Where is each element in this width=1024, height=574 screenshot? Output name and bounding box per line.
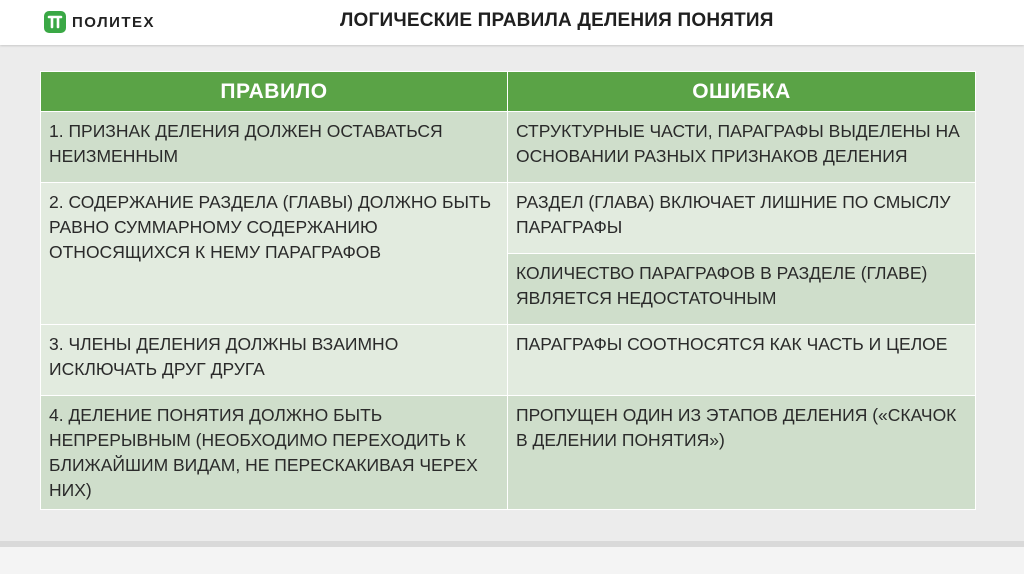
error-cell: СТРУКТУРНЫЕ ЧАСТИ, ПАРАГРАФЫ ВЫДЕЛЕНЫ НА ОСНОВАНИИ РАЗНЫХ ПРИЗНАКОВ ДЕЛЕНИЯ	[508, 112, 976, 183]
table-row	[41, 325, 976, 396]
rule-cell: 2. СОДЕРЖАНИЕ РАЗДЕЛА (ГЛАВЫ) ДОЛЖНО БЫТЬ РАВНО СУММАРНОМУ СОДЕРЖАНИЮ ОТНОСЯЩИХСЯ К НЕМУ ПАРАГРАФОВ	[41, 183, 508, 325]
error-cell: ПАРАГРАФЫ СООТНОСЯТСЯ КАК ЧАСТЬ И ЦЕЛОЕ	[508, 325, 976, 396]
logo	[44, 11, 155, 33]
error-cell: РАЗДЕЛ (ГЛАВА) ВКЛЮЧАЕТ ЛИШНИЕ ПО СМЫСЛУ ПАРАГРАФЫ	[508, 183, 976, 254]
rules-table	[40, 71, 976, 510]
table-row	[41, 183, 976, 254]
column-header-rule: ПРАВИЛО	[41, 72, 508, 112]
rules-table-container	[40, 71, 975, 510]
error-cell: ПРОПУЩЕН ОДИН ИЗ ЭТАПОВ ДЕЛЕНИЯ («СКАЧОК В ДЕЛЕНИИ ПОНЯТИЯ»)	[508, 396, 976, 510]
logo-text: ПОЛИТЕХ	[72, 13, 156, 31]
table-row	[41, 396, 976, 510]
error-cell: КОЛИЧЕСТВО ПАРАГРАФОВ В РАЗДЕЛЕ (ГЛАВЕ) ЯВЛЯЕТСЯ НЕДОСТАТОЧНЫМ	[508, 254, 976, 325]
rule-cell: 3. ЧЛЕНЫ ДЕЛЕНИЯ ДОЛЖНЫ ВЗАИМНО ИСКЛЮЧАТЬ ДРУГ ДРУГА	[41, 325, 508, 396]
table-header-row	[41, 72, 976, 112]
footer	[0, 547, 1024, 574]
politech-logo-icon	[44, 11, 66, 33]
rule-cell: 1. ПРИЗНАК ДЕЛЕНИЯ ДОЛЖЕН ОСТАВАТЬСЯ НЕИЗМЕННЫМ	[41, 112, 508, 183]
table-row	[41, 112, 976, 183]
slide-header	[0, 0, 1024, 45]
rule-cell: 4. ДЕЛЕНИЕ ПОНЯТИЯ ДОЛЖНО БЫТЬ НЕПРЕРЫВНЫМ (НЕОБХОДИМО ПЕРЕХОДИТЬ К БЛИЖАЙШИМ ВИДАМ, НЕ ПЕРЕСКАКИВАЯ ЧЕРЕХ НИХ)	[41, 396, 508, 510]
page-title: ЛОГИЧЕСКИЕ ПРАВИЛА ДЕЛЕНИЯ ПОНЯТИЯ	[340, 10, 774, 31]
column-header-error: ОШИБКА	[508, 72, 976, 112]
